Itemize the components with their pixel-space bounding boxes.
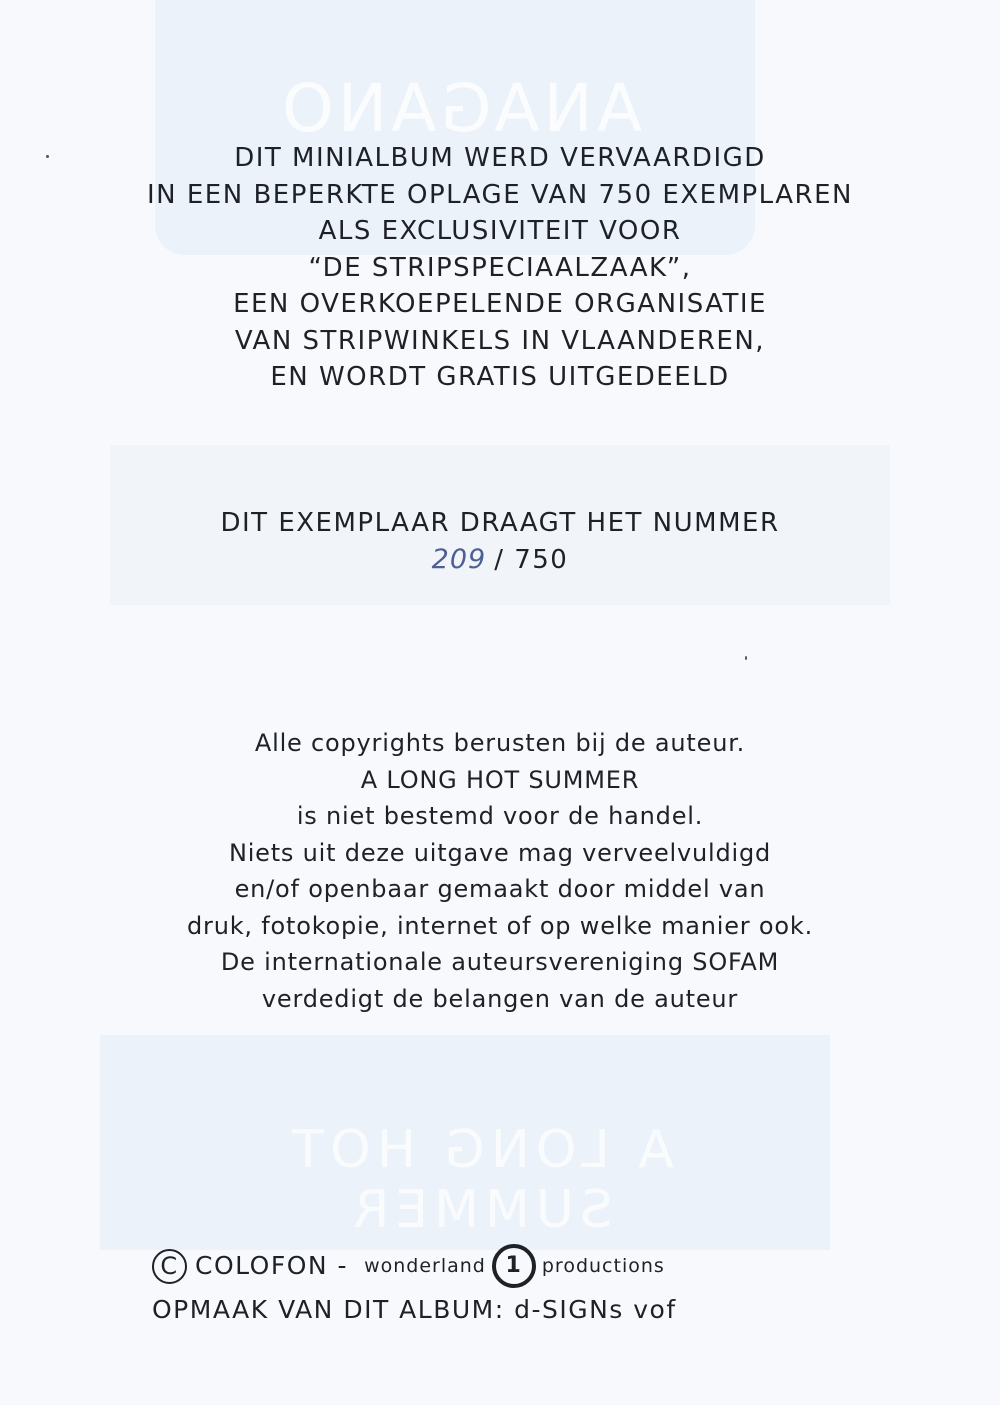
copyright-line: verdedigt de belangen van de auteur <box>261 984 739 1013</box>
edition-total: / 750 <box>494 544 569 575</box>
numbering-line: DIT EXEMPLAAR DRAAGT HET NUMMER <box>220 508 780 538</box>
dust-speck <box>745 656 747 660</box>
copy-number-line <box>0 542 1000 579</box>
copyright-line: is niet bestemd voor de handel. <box>296 802 704 830</box>
limited-edition-notice <box>0 140 1000 396</box>
show-through-logo: ANAGANO <box>277 70 643 147</box>
publisher-name-right: productions <box>541 1255 665 1277</box>
notice-line: IN EEN BEPERKTE OPLAGE VAN 750 EXEMPLAREN <box>147 179 853 210</box>
copyright-line: Niets uit deze uitgave mag verveelvuldigd <box>228 838 772 867</box>
copyright-line: De internationale auteursvereniging SOFAM <box>220 948 780 976</box>
copyright-icon: C <box>152 1249 187 1284</box>
publisher-logo-icon: 1 <box>492 1244 536 1288</box>
notice-line: VAN STRIPWINKELS IN VLAANDEREN, <box>234 325 766 356</box>
copyright-notice <box>0 725 1000 1017</box>
show-through-title: A LONG HOT SUMMER <box>286 1120 674 1240</box>
copyright-line: en/of openbaar gemaakt door middel van <box>234 875 766 903</box>
notice-line: EEN OVERKOEPELENDE ORGANISATIE <box>233 289 767 319</box>
copyright-line: Alle copyrights berusten bij de auteur. <box>254 729 746 757</box>
notice-line: “DE STRIPSPECIAALZAAK”, <box>308 252 692 283</box>
notice-line: DIT MINIALBUM WERD VERVAARDIGD <box>234 143 766 173</box>
handwritten-copy-number: 209 <box>431 543 487 575</box>
colofon-section <box>152 1244 852 1332</box>
notice-line: ALS EXCLUSIVITEIT VOOR <box>318 216 682 246</box>
copyright-line: druk, fotokopie, internet of op welke manier ook. <box>187 911 813 940</box>
copyright-line: A LONG HOT SUMMER <box>360 765 640 794</box>
publisher-name-left: wonderland <box>364 1255 486 1277</box>
colofon-row <box>152 1244 852 1288</box>
notice-line: EN WORDT GRATIS UITGEDEELD <box>270 362 730 392</box>
colofon-label: COLOFON - <box>195 1251 349 1280</box>
copy-numbering <box>0 505 1000 578</box>
layout-credit: OPMAAK VAN DIT ALBUM: d-SIGNs vof <box>152 1295 677 1324</box>
